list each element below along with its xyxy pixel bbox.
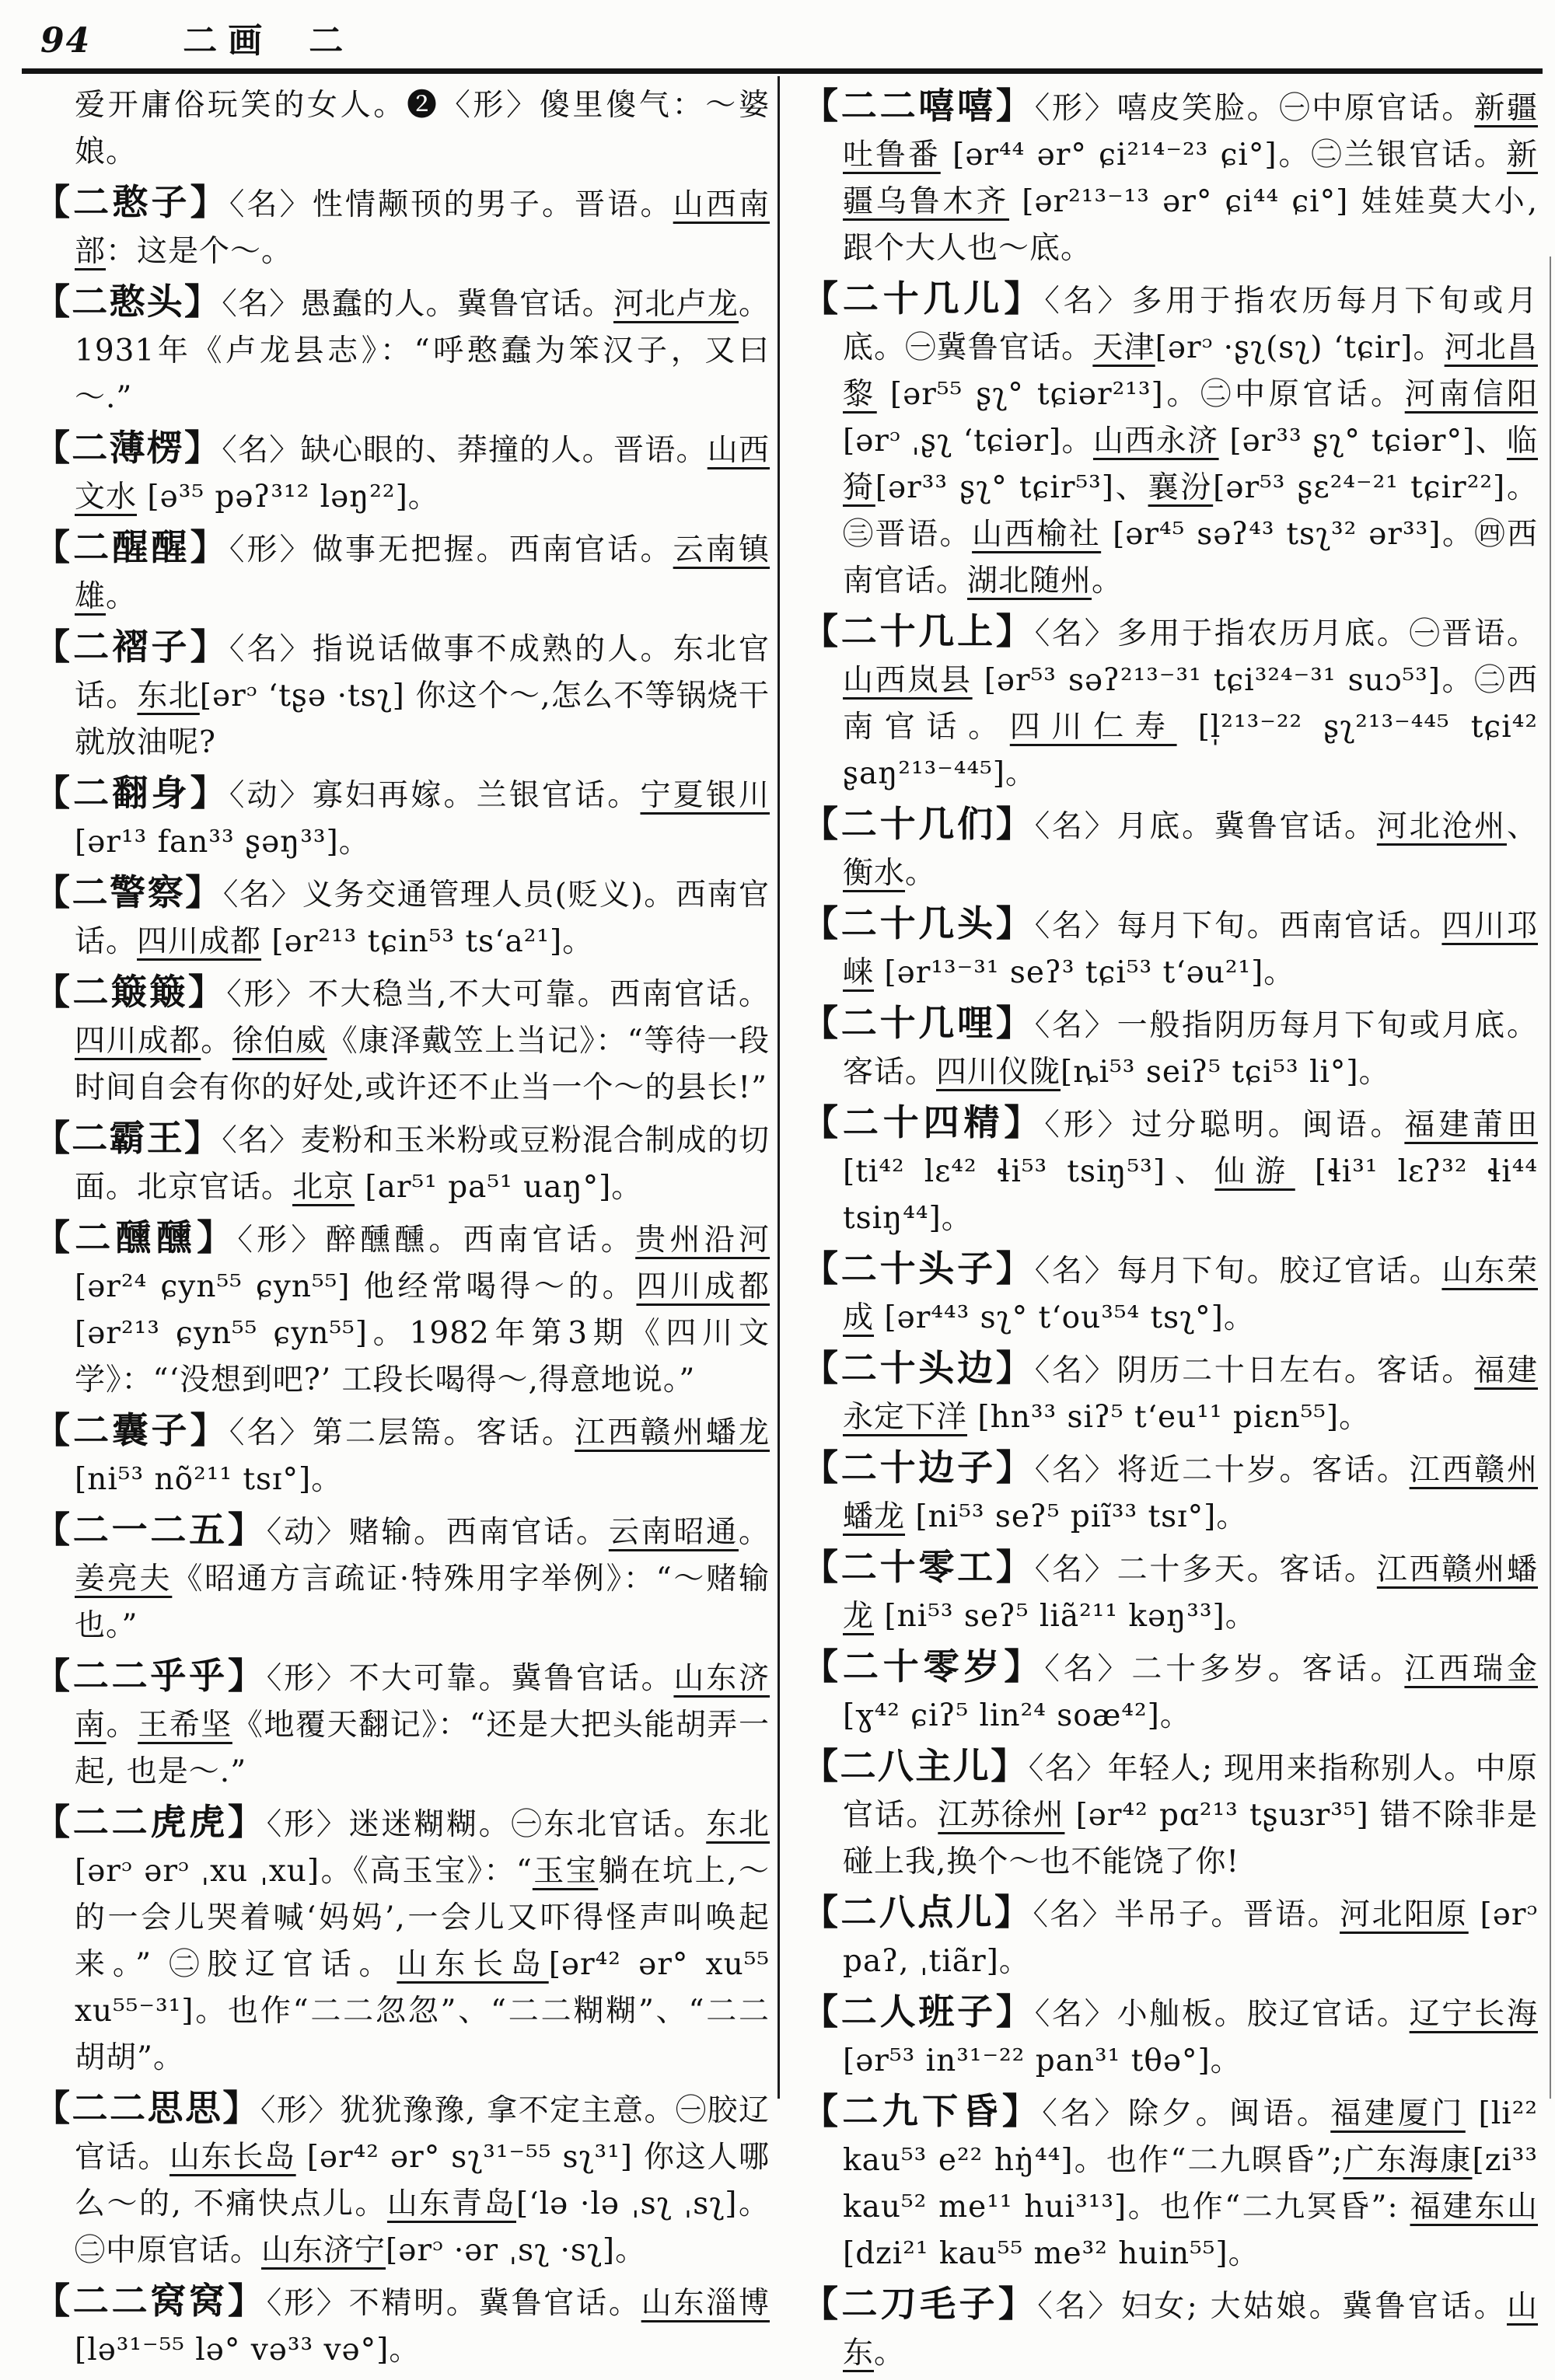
entry-headword: 【二八主儿】 — [802, 1745, 1029, 1787]
header-rule — [22, 68, 1543, 74]
dict-entry — [34, 1407, 770, 1503]
entry-text: 。 — [874, 2336, 906, 2371]
dict-entry — [34, 869, 770, 965]
entry-text: 〈名〉愚蠢的人。冀鲁官话。 — [222, 287, 613, 322]
dict-entry — [34, 2277, 770, 2374]
entry-headword: 【二十四精】 — [802, 1101, 1045, 1143]
proper-noun: 山东淄博 — [641, 2286, 770, 2321]
entry-text: 〈名〉二十多岁。客话。 — [1044, 1652, 1405, 1687]
proper-noun: 山西榆社 — [972, 517, 1102, 552]
proper-noun: 玉宝 — [532, 1854, 599, 1889]
entry-headword: 【二二窝窝】 — [34, 2280, 267, 2322]
proper-noun: 山东长岛 — [169, 2140, 296, 2175]
entry-headword: 【二一二五】 — [34, 1509, 267, 1551]
entry-text: [ə³⁵ pəʔ³¹² ləŋ²²]。 — [137, 480, 439, 515]
entry-text: 《康泽戴笠上当记》：“等待一段时间自会有你的好处,或许还不止当一个～的县长!” — [75, 1024, 770, 1105]
dict-entry — [34, 623, 770, 766]
entry-text: 。 — [201, 1024, 232, 1059]
proper-noun: 河北昌黎 — [843, 330, 1538, 412]
entry-headword: 【二警察】 — [34, 871, 223, 913]
entry-headword: 【二九下昏】 — [802, 2090, 1043, 2132]
dict-entry — [34, 1799, 770, 2082]
entry-text: [hn³³ siʔ⁵ tʻeu¹¹ piɛn⁵⁵]。 — [967, 1400, 1371, 1435]
entry-text: [ər⁵⁵ ʂʅ° tɕiər²¹³]。㊁中原官话。 — [876, 377, 1405, 412]
entry-headword: 【二憨头】 — [34, 281, 222, 323]
entry-text: ：这是个～。 — [106, 234, 293, 269]
entry-text: 〈名〉半吊子。晋语。 — [1033, 1897, 1340, 1932]
entry-text: [ərᵓ ·ʂʅ(sʅ) ʻtɕir]。 — [1155, 330, 1445, 365]
entry-text: [ər⁴² ər° xu⁵⁵ xu⁵⁵⁻³¹]。也作“二二忽忽”、“二二糊糊”、“二二胡胡”。 — [75, 1947, 770, 2075]
entry-text: 。1931年《卢龙县志》：“呼憨蠢为笨汉子，又曰～.” — [75, 287, 770, 415]
entry-text: [ər⁴⁵ səʔ⁴³ tsʅ³² ər³³]。㊃西南官话。 — [843, 517, 1538, 598]
entry-text: 〈名〉多用于指农历每月下旬或月底。㊀冀鲁官话。 — [843, 284, 1538, 365]
entry-text: [ərᵓ ʻtʂə ·tsʅ] 你这个～,怎么不等锅烧干就放油呢? — [75, 679, 770, 760]
entry-text: 。 — [106, 1708, 138, 1743]
dict-entry — [802, 900, 1538, 996]
dict-entry — [802, 275, 1538, 605]
entry-headword: 【二刀毛子】 — [802, 2283, 1038, 2325]
entry-text: 〈形〉不大稳当,不大可靠。西南官话。 — [226, 977, 770, 1012]
entry-text: [ər¹³⁻³¹ seʔ³ tɕi⁵³ tʻəu²¹]。 — [874, 955, 1295, 990]
entry-text: [ər²¹³ tɕin⁵³ tsʻa²¹]。 — [261, 924, 594, 959]
proper-noun: 四川成都 — [636, 1269, 770, 1304]
entry-headword: 【二褶子】 — [34, 626, 229, 668]
entry-headword: 【二醺醺】 — [34, 1216, 238, 1258]
entry-text: [zi³³ kau⁵² me¹¹ hui³¹³]。也作“二九冥昏”: — [843, 2143, 1538, 2225]
dict-entry — [802, 1099, 1538, 1242]
entry-text: 〈名〉二十多天。客话。 — [1034, 1552, 1377, 1587]
proper-noun: 山西文水 — [75, 433, 770, 515]
entry-text: 〈形〉嘻皮笑脸。㊀中原官话。 — [1034, 91, 1475, 126]
entry-text: [li²² kau⁵³ e²² hŋ̇⁴⁴]。也作“二九暝昏”; — [843, 2096, 1538, 2178]
proper-noun: 王希坚 — [138, 1708, 232, 1743]
entry-headword: 【二十头子】 — [802, 1248, 1035, 1289]
proper-noun: 福建厦门 — [1330, 2096, 1466, 2131]
entry-headword: 【二囊子】 — [34, 1409, 229, 1451]
entry-text: [ar⁵¹ pa⁵¹ uaŋ°]。 — [355, 1170, 643, 1205]
proper-noun: 新疆乌鲁木齐 — [843, 138, 1538, 219]
page-edge-line — [1550, 256, 1551, 2099]
proper-noun: 山西南部 — [75, 187, 770, 269]
column-divider — [778, 76, 780, 2099]
dict-entry — [34, 1652, 770, 1795]
entry-text: 〈名〉麦粉和玉米粉或豆粉混合制成的切面。北京官话。 — [75, 1123, 770, 1205]
entry-text: 〈名〉妇女; 大姑娘。冀鲁官话。 — [1037, 2289, 1507, 2324]
proper-noun: 湖北随州 — [967, 564, 1092, 598]
dict-entry — [802, 1000, 1538, 1096]
proper-noun: 江西赣州蟠龙 — [843, 1453, 1538, 1534]
entry-text: 〈形〉犹犹豫豫, 拿不定主意。㊀胶辽官话。 — [75, 2093, 771, 2175]
entry-headword: 【二二思思】 — [34, 2087, 260, 2129]
dict-entry — [34, 1506, 770, 1649]
proper-noun: 北京 — [292, 1170, 355, 1205]
proper-noun: 河南信阳 — [1404, 377, 1538, 412]
dict-entry — [34, 1115, 770, 1211]
entry-text: 〈动〉赌输。西南官话。 — [266, 1515, 609, 1550]
entry-text: 〈形〉过分聪明。闽语。 — [1044, 1108, 1405, 1143]
dict-entry — [34, 524, 770, 620]
entry-headword: 【二薄楞】 — [34, 427, 222, 469]
entry-text: 〈名〉一般指阴历每月下旬或月底。客话。 — [843, 1008, 1538, 1090]
entry-text: 〈名〉每月下旬。西南官话。 — [1034, 909, 1442, 944]
dict-entry — [802, 82, 1538, 272]
entry-text: [ər²¹³ ɕyn⁵⁵ ɕyn⁵⁵]。1982年第3期《四川文学》：“‘没想到吧?’ 工段长喝得～,得意地说。” — [75, 1316, 770, 1398]
entry-text: [ərᵓ ˌʂʅ ʻtɕiər]。 — [843, 424, 1093, 459]
entry-text: [ti⁴² lɛ⁴² ɬi⁵³ tsiŋ⁵³]、 — [843, 1154, 1215, 1189]
entry-text: [ər³³ ʂʅ° tɕir⁵³]、 — [875, 470, 1148, 505]
page-header — [40, 12, 343, 62]
entry-headword: 【二簸簸】 — [34, 971, 227, 1013]
entry-headword: 【二二嘻嘻】 — [802, 85, 1035, 127]
proper-noun: 山东济南 — [75, 1661, 770, 1743]
entry-text: 。 — [106, 579, 138, 614]
dict-entry — [802, 1889, 1538, 1985]
proper-noun: 四川成都 — [75, 1024, 201, 1059]
entry-text: [ər⁵³ səʔ²¹³⁻³¹ tɕi³²⁴⁻³¹ suɔ⁵³]。㊁西南官话。 — [843, 663, 1538, 745]
dict-entry — [802, 608, 1538, 797]
proper-noun: 山西岚县 — [843, 663, 973, 698]
proper-noun: 福建莆田 — [1404, 1108, 1538, 1143]
proper-noun: 四川仁寿 — [1009, 710, 1177, 745]
entry-text: 。 — [1092, 564, 1123, 598]
proper-noun: 山东 — [843, 2289, 1539, 2371]
proper-noun: 新疆吐鲁番 — [843, 91, 1538, 173]
entry-text: 《昭通方言疏证·特殊用字举例》：“～赌输也。” — [75, 1562, 770, 1643]
entry-text: 〈形〉醉醺醺。西南官话。 — [237, 1223, 636, 1258]
entry-text: 〈形〉不大可靠。冀鲁官话。 — [266, 1661, 674, 1696]
section-radical: 二 — [309, 21, 344, 61]
entry-text: 。 — [905, 856, 937, 891]
entry-text: 〈形〉做事无把握。西南官话。 — [229, 532, 673, 567]
entry-headword: 【二十几哩】 — [802, 1002, 1035, 1044]
entry-text: 〈名〉每月下旬。胶辽官话。 — [1034, 1254, 1442, 1289]
entry-text: [dzi²¹ kau⁵⁵ me³² huin⁵⁵]。 — [843, 2236, 1260, 2271]
entry-text: 〈名〉将近二十岁。客话。 — [1034, 1453, 1410, 1488]
dict-entry — [34, 1214, 770, 1404]
proper-noun: 云南昭通 — [608, 1515, 739, 1550]
entry-text: 〈名〉除夕。闽语。 — [1042, 2096, 1331, 2131]
entry-text: 〈形〉迷迷糊糊。㊀东北官话。 — [266, 1807, 707, 1842]
entry-text: 〈名〉月底。冀鲁官话。 — [1034, 809, 1377, 844]
entry-text: 《地覆天翻记》：“还是大把头能胡弄一起, 也是～.” — [75, 1708, 770, 1789]
proper-noun: 徐伯威 — [232, 1024, 327, 1059]
entry-text: 〈名〉义务交通管理人员(贬义)。西南官话。 — [75, 878, 770, 959]
entry-headword: 【二十几们】 — [802, 803, 1035, 845]
entry-headword: 【二翻身】 — [34, 772, 229, 814]
dict-entry — [34, 2085, 770, 2274]
entry-text: 〈名〉多用于指农历月底。㊀晋语。 — [1034, 616, 1538, 651]
dict-entry — [802, 1544, 1538, 1640]
entry-text: [lə³¹⁻⁵⁵ lə° və³³ və°]。 — [75, 2333, 421, 2368]
entry-headword: 【二十几儿】 — [802, 277, 1045, 319]
proper-noun: 辽宁长海 — [1409, 1997, 1538, 2032]
section-stroke-title: 二画 — [183, 21, 274, 61]
dict-entry — [802, 1345, 1538, 1441]
dict-entry — [802, 1643, 1538, 1740]
proper-noun: 四川仪陇 — [936, 1055, 1061, 1090]
proper-noun: 姜亮夫 — [75, 1562, 173, 1597]
dict-entry — [802, 1988, 1538, 2085]
entry-headword: 【二二乎乎】 — [34, 1655, 267, 1697]
entry-headword: 【二憨子】 — [34, 181, 229, 223]
entry-text: [l̩²¹³⁻²² ʂʅ²¹³⁻⁴⁴⁵ tɕi⁴² ʂaŋ²¹³⁻⁴⁴⁵]。 — [843, 710, 1538, 791]
proper-noun: 东北 — [137, 679, 200, 714]
proper-noun: 福建东山 — [1410, 2190, 1538, 2225]
entry-text: [ər³³ ʂʅ° tɕiər°]、 — [1218, 424, 1507, 459]
entry-text: [ər²¹³⁻¹³ ər° ɕi⁴⁴ ɕi°] 娃娃莫大小, 跟个大人也～底。 — [843, 184, 1538, 266]
entry-text: 躺在坑上,～的一会儿哭着喊‘妈妈’,一会儿又吓得怪声叫唤起来。” ㊁胶辽官话。 — [75, 1854, 770, 1982]
entry-headword: 【二二虎虎】 — [34, 1801, 267, 1843]
entry-headword: 【二十零工】 — [802, 1546, 1035, 1588]
proper-noun: 云南镇雄 — [75, 532, 770, 614]
entry-text: 。 — [738, 1515, 770, 1550]
proper-noun: 四川邛崃 — [843, 909, 1538, 990]
entry-text: [ni⁵³ seʔ⁵ liã²¹¹ kəŋ³³]。 — [874, 1599, 1256, 1634]
entry-headword: 【二霸王】 — [34, 1117, 222, 1159]
proper-noun: 广东海康 — [1343, 2143, 1473, 2178]
proper-noun: 山东荣成 — [843, 1254, 1538, 1335]
proper-noun: 江西瑞金 — [1404, 1652, 1538, 1687]
page-number: 94 — [40, 21, 92, 61]
proper-noun: 襄汾 — [1148, 470, 1214, 505]
dict-entry — [802, 2088, 1538, 2277]
entry-text: 〈名〉小舢板。胶辽官话。 — [1034, 1997, 1410, 2032]
entry-text: [ər²⁴ ɕyn⁵⁵ ɕyn⁵⁵] 他经常喝得～的。 — [75, 1269, 637, 1304]
proper-noun: 河北卢龙 — [613, 287, 739, 322]
dict-entry — [34, 179, 770, 275]
proper-noun: 福建永定下洋 — [843, 1353, 1538, 1435]
column-right — [802, 82, 1538, 2380]
entry-text: [ər⁴⁴³ sʅ° tʻou³⁵⁴ tsʅ°]。 — [874, 1300, 1255, 1335]
proper-noun: 贵州沿河 — [635, 1223, 770, 1258]
entry-text: 〈形〉不精明。冀鲁官话。 — [266, 2286, 641, 2321]
proper-noun: 江苏徐州 — [938, 1798, 1065, 1833]
dict-entry — [34, 82, 770, 176]
proper-noun: 临猗 — [843, 424, 1538, 505]
entry-text: 〈名〉第二层篅。客话。 — [229, 1415, 575, 1450]
entry-text: [ərᵓ ərᵓ ˌxu ˌxu]。《高玉宝》：“ — [75, 1854, 533, 1889]
entry-text: 、 — [1506, 809, 1538, 844]
proper-noun: 江西赣州蟠龙 — [843, 1552, 1538, 1634]
column-left — [34, 82, 770, 2377]
proper-noun: 衡水 — [843, 856, 906, 891]
entry-text: 〈名〉指说话做事不成熟的人。东北官话。 — [75, 632, 770, 714]
proper-noun: 江西赣州蟠龙 — [575, 1415, 770, 1450]
dict-entry — [802, 1743, 1538, 1886]
entry-headword: 【二人班子】 — [802, 1991, 1035, 2033]
entry-headword: 【二十边子】 — [802, 1446, 1035, 1488]
entry-text: 〈名〉性情颟顸的男子。晋语。 — [229, 187, 673, 222]
proper-noun: 山西永济 — [1092, 424, 1219, 459]
dict-entry — [34, 968, 770, 1111]
entry-text: [ni⁵³ nõ²¹¹ tsɪ°]。 — [75, 1462, 343, 1497]
proper-noun: 东北 — [706, 1807, 770, 1842]
proper-noun: 河北阳原 — [1340, 1897, 1469, 1932]
entry-text: [ɬi³¹ lɛʔ³² ɬi⁴⁴ tsiŋ⁴⁴]。 — [843, 1154, 1538, 1236]
proper-noun: 四川成都 — [137, 924, 262, 959]
entry-headword: 【二十几头】 — [802, 902, 1035, 944]
proper-noun: 仙游 — [1214, 1154, 1295, 1189]
entry-text: [ər¹³ fan³³ ʂəŋ³³]。 — [75, 825, 370, 860]
entry-text: [ȵi⁵³ seiʔ⁵ tɕi⁵³ li°]。 — [1061, 1055, 1390, 1090]
proper-noun: 宁夏银川 — [640, 778, 770, 813]
entry-text: 〈名〉缺心眼的、莽撞的人。晋语。 — [222, 433, 708, 468]
entry-text: 爱开庸俗玩笑的女人。❷〈形〉傻里傻气：～婆娘。 — [75, 88, 770, 169]
dict-entry — [802, 2281, 1538, 2377]
entry-headword: 【二十几上】 — [802, 610, 1035, 652]
dict-entry — [802, 801, 1538, 897]
entry-headword: 【二十零岁】 — [802, 1645, 1045, 1687]
entry-text: [ər⁵³ ʂɛ²⁴⁻²¹ tɕir²²]。㊂晋语。 — [843, 470, 1538, 552]
entry-text: [ɣ⁴² ɕiʔ⁵ lin²⁴ soæ⁴²]。 — [843, 1698, 1191, 1733]
entry-text: [ər⁴⁴ ər° ɕi²¹⁴⁻²³ ɕi°]。㊁兰银官话。 — [940, 138, 1507, 173]
proper-noun: 河北沧州 — [1376, 809, 1507, 844]
entry-text: [ərᵓ ·ər ˌsʅ ·sʅ]。 — [386, 2233, 647, 2268]
entry-text: [ʻlə ·lə ˌsʅ ˌsʅ]。㊁中原官话。 — [75, 2186, 770, 2268]
proper-noun: 山东济宁 — [261, 2233, 386, 2268]
entry-text: [ər⁴² pɑ²¹³ tʂuɜr³⁵] 错不除非是碰上我,换个～也不能饶了你! — [843, 1798, 1538, 1879]
dict-entry — [34, 769, 770, 866]
entry-text: 〈动〉寡妇再嫁。兰银官话。 — [229, 778, 641, 813]
proper-noun: 山东长岛 — [397, 1947, 549, 1982]
entry-headword: 【二十头边】 — [802, 1347, 1035, 1389]
entry-headword: 【二八点儿】 — [802, 1891, 1033, 1933]
dict-entry — [802, 1245, 1538, 1342]
entry-text: [ər⁵³ in³¹⁻²² pan³¹ tθə°]。 — [843, 2043, 1242, 2078]
dict-entry — [802, 1444, 1538, 1541]
entry-text: 〈名〉年轻人; 现用来指称别人。中原官话。 — [843, 1751, 1538, 1833]
proper-noun: 天津 — [1092, 330, 1155, 365]
entry-text: [ər⁴² ər° sʅ³¹⁻⁵⁵ sʅ³¹] 你这人哪么～的, 不痛快点儿。 — [75, 2140, 770, 2221]
entry-text: [ni⁵³ seʔ⁵ piĩ³³ tsɪ°]。 — [905, 1499, 1248, 1534]
proper-noun: 山东青岛 — [386, 2186, 516, 2221]
dict-entry — [34, 424, 770, 521]
entry-headword: 【二醒醒】 — [34, 526, 229, 568]
dict-entry — [34, 278, 770, 421]
entry-text: 〈名〉阴历二十日左右。客话。 — [1034, 1353, 1475, 1388]
entry-text: [ərᵓ paʔ, ˌtiãr]。 — [843, 1897, 1538, 1979]
